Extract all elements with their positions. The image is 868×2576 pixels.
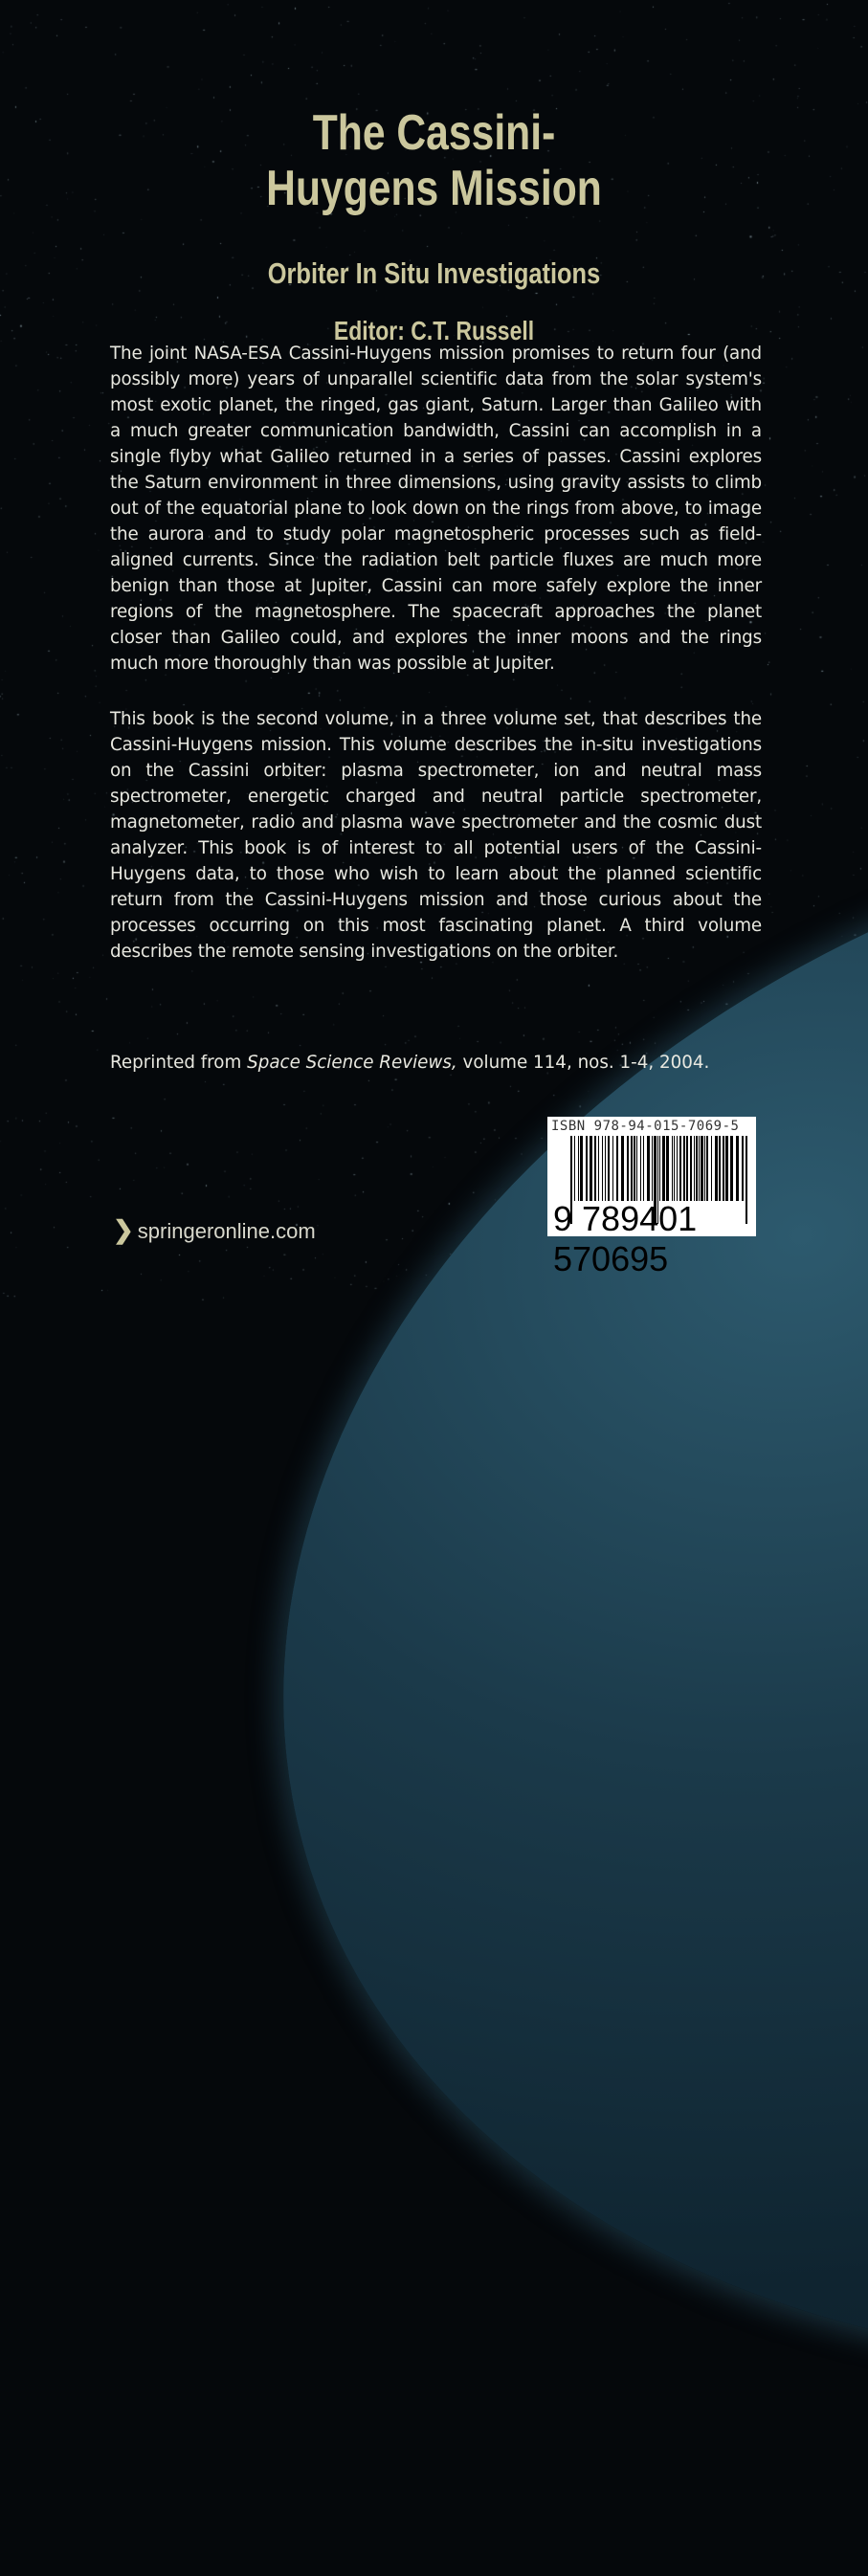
barcode-bar [594,1136,596,1201]
barcode-bar [711,1136,712,1201]
barcode-bar [636,1136,637,1201]
barcode-bar [631,1136,633,1201]
reprint-note: Reprinted from Space Science Reviews, volume 114, nos. 1-4, 2004. [110,1053,710,1073]
barcode-bar [647,1136,650,1201]
barcode-digits: 9 789401 570695 [553,1199,698,1278]
description-paragraph-2: This book is the second volume, in a three volume set, that describes the Cassini-Huygens mission. This volume describes the in-situ investigations on the Cassini orbiter: plasma spectrometer, ion and neutral mass spectrometer, energetic charged and neutral particle spectrometer, magnetometer, radio and plasma wave spectrometer and the cosmic dust analyzer. This book is of interest to all potential users of the Cassini-Huygens data, to those who wish to learn about the planned scientific return from the Cassini-Huygens mission and those curious about the processes occurring on this most fascinating planet. A third volume describes the remote sensing investigations on the orbiter. [110,709,762,962]
barcode-bar [683,1136,685,1201]
chevron-right-icon: ❯ [113,1215,134,1244]
barcode-bar [590,1136,592,1201]
barcode-bar [674,1136,675,1201]
barcode-bar [696,1136,698,1201]
barcode-bar [578,1136,579,1201]
barcode-bar [612,1136,613,1201]
barcode-bar [690,1136,692,1201]
barcode-bar [598,1136,599,1201]
barcode-bar [634,1136,635,1201]
website-link[interactable]: ❯ springeronline.com [113,1215,316,1244]
barcode-bar [659,1136,660,1201]
barcode-bar [679,1136,681,1201]
barcode-bar [580,1136,583,1201]
barcode-bar [586,1136,588,1201]
isbn-barcode [547,1117,756,1278]
barcode-bar [704,1136,705,1201]
barcode-bar [621,1136,624,1201]
book-subtitle: Orbiter In Situ Investigations [267,256,601,290]
barcode-bar [699,1136,700,1201]
barcode-bar [736,1136,739,1201]
barcode-bar [616,1136,618,1201]
book-title: The Cassini- Huygens Mission [266,105,602,216]
barcode-bar [715,1136,718,1201]
book-editor: Editor: C.T. Russell [333,316,535,345]
barcode-bar [602,1136,603,1201]
barcode-bar [574,1136,575,1201]
barcode-bar [686,1136,688,1201]
barcode-bar [662,1136,665,1201]
barcode-bar [701,1136,703,1201]
barcode-bar [608,1136,610,1201]
barcode-bar [719,1136,721,1201]
barcode-bar [672,1136,673,1201]
barcode-bar [640,1136,641,1201]
isbn-text: ISBN 978-94-015-7069-5 [551,1119,740,1134]
barcode-bar [725,1136,728,1201]
barcode-bar [627,1136,629,1201]
barcode-bar [666,1136,669,1201]
barcode-bar [643,1136,644,1201]
barcode-bar [723,1136,724,1201]
description-paragraph-1: The joint NASA-ESA Cassini-Huygens mission promises to return four (and possibly more) years of unparallel scientific data from the solar system's most exotic planet, the ringed, gas giant, Saturn. Larger than Galileo with a much greater communication bandwidth, Cassini can accomplish in a single flyby what Galileo returned in a series of passes. Cassini explores the Saturn environment in three dimensions, using gravity assists to climb out of the equatorial plane to look down on the rings from above, to image the aurora and to study polar magnetospheric processes such as field-aligned currents. Since the radiation belt particle fluxes are much more benign than those at Jupiter, Cassini can more safely explore the inner regions of the magnetosphere. The spacecraft approaches the planet closer than Galileo could, and explores the inner moons and the rings much more thoroughly than was possible at Jupiter. [110,344,762,674]
barcode-bar [706,1136,708,1201]
barcode-bar [677,1136,678,1201]
barcode-bar [742,1136,744,1201]
barcode-bar [605,1136,606,1201]
barcode-bar [694,1136,695,1201]
barcode-bar [730,1136,733,1201]
barcode-bar [652,1136,653,1201]
